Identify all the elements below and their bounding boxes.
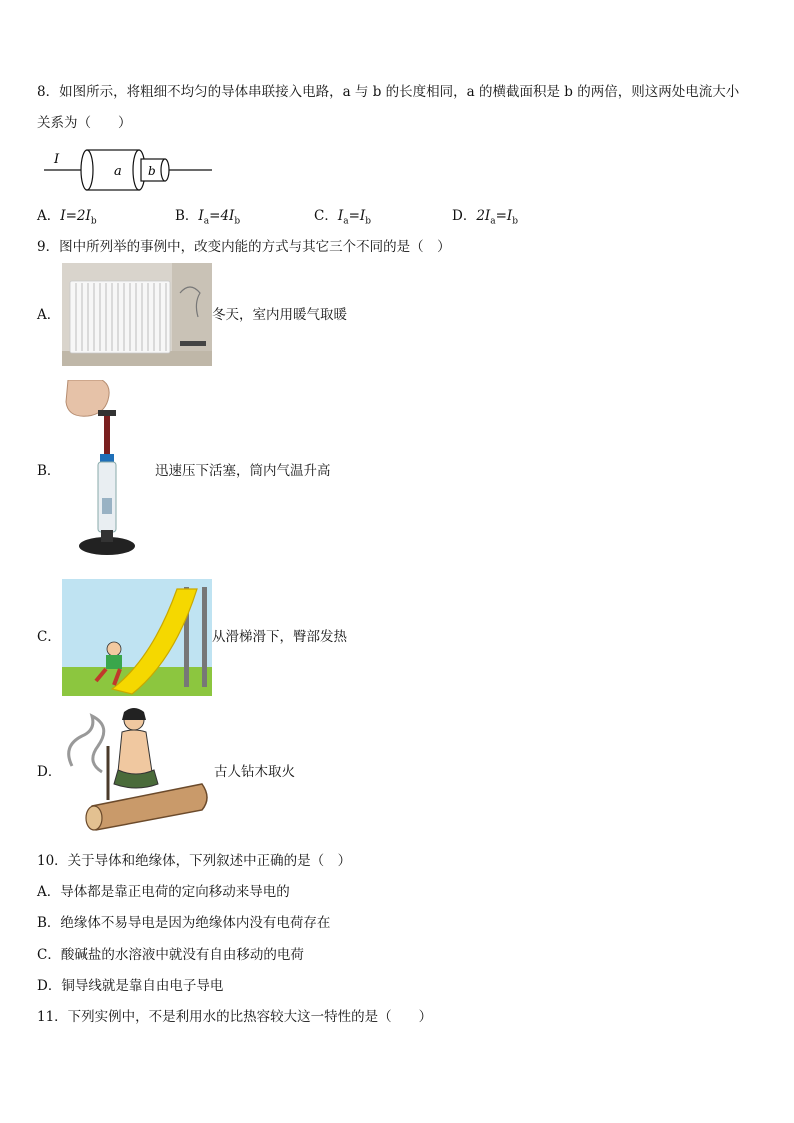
q9-stem: 9．图中所列举的事例中，改变内能的方式与其它三个不同的是（ ）	[37, 239, 451, 255]
fire-drill-cartoon	[62, 706, 212, 834]
q10-option-a[interactable]: A．导体都是靠正电荷的定向移动来导电的	[37, 884, 290, 900]
q8-option-c[interactable]: C．$I_a=I_b$	[314, 208, 371, 227]
segment-b-label: b	[148, 164, 156, 178]
slide-icon	[62, 579, 212, 696]
q10-option-c[interactable]: C．酸碱盐的水溶液中就没有自由移动的电荷	[37, 947, 304, 963]
piston-cylinder-photo	[62, 380, 152, 565]
current-label: I	[54, 152, 60, 167]
q8-option-d[interactable]: D．$2I_a=I_b$	[452, 208, 519, 227]
piston-icon	[62, 380, 152, 565]
segment-b-right-face	[161, 159, 169, 181]
q9-option-a-text: 冬天，室内用暖气取暖	[212, 307, 347, 323]
q10-option-d[interactable]: D．铜导线就是靠自由电子导电	[37, 978, 224, 994]
fire-drill-icon	[62, 706, 212, 834]
segment-a-label: a	[114, 164, 122, 179]
q8-option-a[interactable]: A．$I=2I_b$	[37, 208, 97, 227]
q11-stem: 11．下列实例中，不是利用水的比热容较大这一特性的是（ ）	[37, 1009, 433, 1025]
q8-option-b[interactable]: B．$I_a=4I_b$	[175, 208, 241, 227]
q10-stem: 10．关于导体和绝缘体，下列叙述中正确的是（ ）	[37, 853, 352, 869]
q9-option-c-text: 从滑梯滑下，臀部发热	[212, 629, 347, 645]
q9-option-b-letter[interactable]: B．	[37, 463, 61, 479]
segment-a-left-face	[81, 150, 93, 190]
q9-option-b-text: 迅速压下活塞，筒内气温升高	[155, 463, 331, 479]
segment-a	[87, 150, 139, 190]
q9-option-d-text: 古人钻木取火	[214, 764, 295, 780]
q9-option-d-letter[interactable]: D．	[37, 764, 62, 780]
q9-option-a-letter[interactable]: A．	[37, 307, 61, 323]
radiator-icon	[62, 263, 212, 366]
q9-option-c-letter[interactable]: C．	[37, 629, 61, 645]
q8-stem-line1: 8．如图所示，将粗细不均匀的导体串联接入电路，a 与 b 的长度相同，a 的横截面积是 b 的两倍，则这两处电流大小	[37, 84, 740, 100]
slide-cartoon	[62, 579, 212, 696]
q8-stem-line2: 关系为（ ）	[37, 115, 132, 131]
q10-option-b[interactable]: B．绝缘体不易导电是因为绝缘体内没有电荷存在	[37, 915, 331, 931]
q8-conductor-diagram	[40, 145, 220, 195]
radiator-photo	[62, 263, 212, 366]
